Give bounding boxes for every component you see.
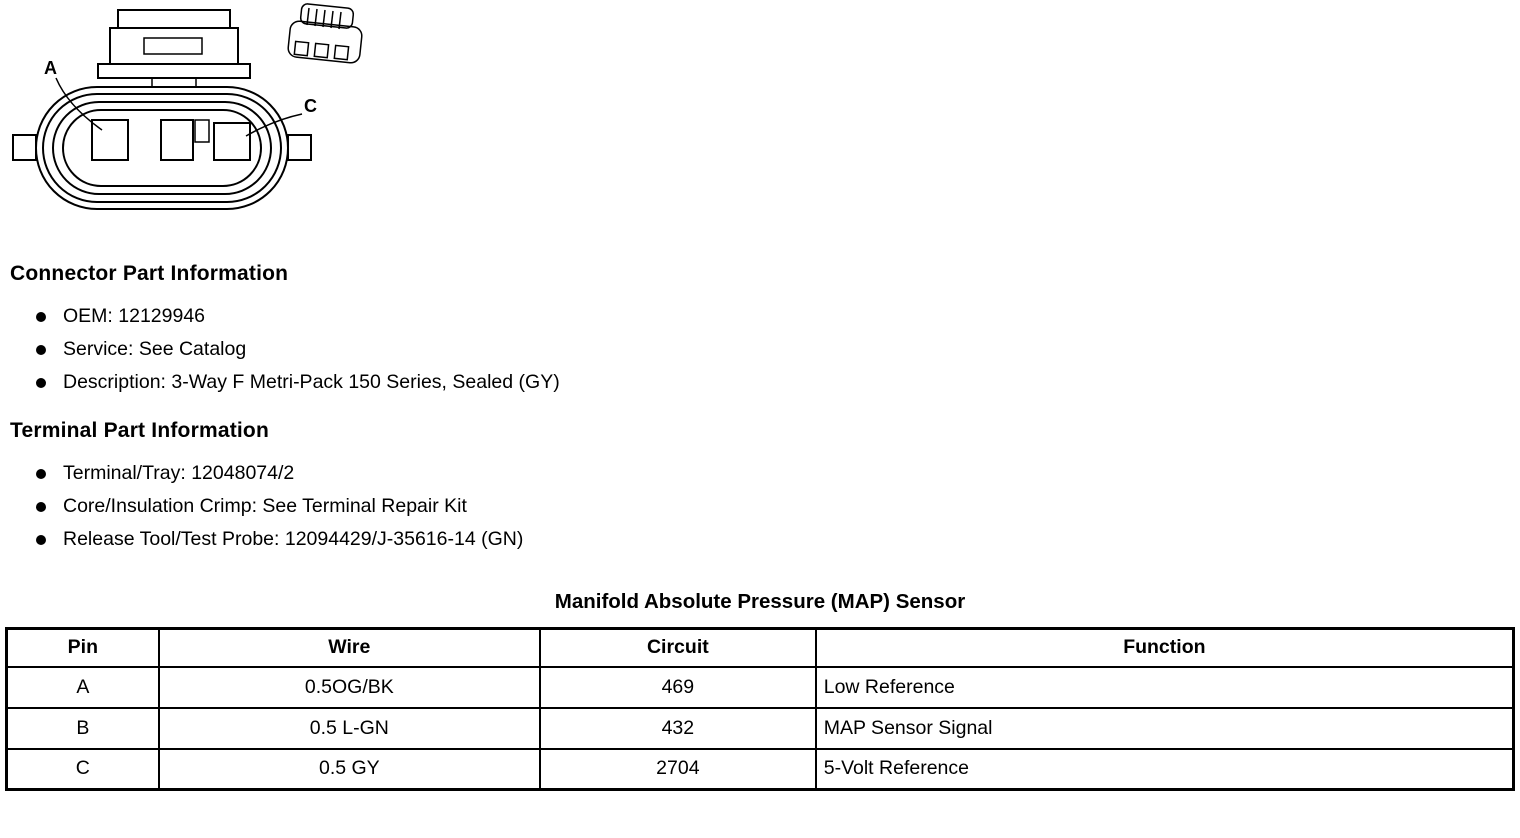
- cell-pin: A: [7, 667, 159, 708]
- pinout-table: [5, 627, 1515, 791]
- cell-pin: B: [7, 708, 159, 749]
- terminal-label-a: A: [44, 58, 57, 78]
- bullet-icon: [36, 469, 46, 479]
- connector-front-view: [13, 10, 311, 209]
- terminal-part-info-heading: Terminal Part Information: [10, 419, 269, 442]
- connector-3d-view: [287, 3, 362, 63]
- cell-wire: 0.5 GY: [159, 749, 540, 790]
- table-row: [7, 708, 1514, 749]
- table-title: Manifold Absolute Pressure (MAP) Sensor: [554, 590, 966, 613]
- column-header-function: Function: [816, 629, 1514, 667]
- list-item-service: [36, 333, 1520, 366]
- bullet-icon: [36, 312, 46, 322]
- list-item-crimp: [36, 490, 1520, 523]
- table-header-row: [7, 629, 1514, 667]
- connector-part-info-list: [0, 300, 1520, 399]
- column-header-pin: Pin: [7, 629, 159, 667]
- cell-pin: C: [7, 749, 159, 790]
- cell-function: MAP Sensor Signal: [816, 708, 1514, 749]
- list-item-text: Description: 3-Way F Metri-Pack 150 Series, Sealed (GY): [63, 371, 560, 393]
- list-item-terminal-tray: [36, 457, 1520, 490]
- page: [0, 2, 1520, 838]
- bullet-icon: [36, 378, 46, 388]
- bullet-icon: [36, 535, 46, 545]
- list-item-text: Service: See Catalog: [63, 338, 247, 360]
- cell-function: 5-Volt Reference: [816, 749, 1514, 790]
- cell-circuit: 432: [540, 708, 816, 749]
- cell-circuit: 2704: [540, 749, 816, 790]
- cell-circuit: 469: [540, 667, 816, 708]
- cell-wire: 0.5 L-GN: [159, 708, 540, 749]
- bullet-icon: [36, 345, 46, 355]
- column-header-circuit: Circuit: [540, 629, 816, 667]
- list-item-oem: [36, 300, 1520, 333]
- bullet-icon: [36, 502, 46, 512]
- list-item-description: [36, 366, 1520, 399]
- list-item-text: OEM: 12129946: [63, 305, 206, 327]
- table-row: [7, 667, 1514, 708]
- cell-function: Low Reference: [816, 667, 1514, 708]
- table-row: [7, 749, 1514, 790]
- column-header-wire: Wire: [159, 629, 540, 667]
- list-item-text: Release Tool/Test Probe: 12094429/J-35616-14 (GN): [63, 528, 524, 550]
- terminal-label-c: C: [304, 96, 317, 116]
- list-item-text: Terminal/Tray: 12048074/2: [63, 462, 295, 484]
- connector-part-info-heading: Connector Part Information: [10, 262, 289, 285]
- list-item-release-tool: [36, 523, 1520, 556]
- list-item-text: Core/Insulation Crimp: See Terminal Repair Kit: [63, 495, 467, 517]
- connector-diagram: [6, 2, 378, 240]
- cell-wire: 0.5OG/BK: [159, 667, 540, 708]
- terminal-part-info-list: [0, 457, 1520, 556]
